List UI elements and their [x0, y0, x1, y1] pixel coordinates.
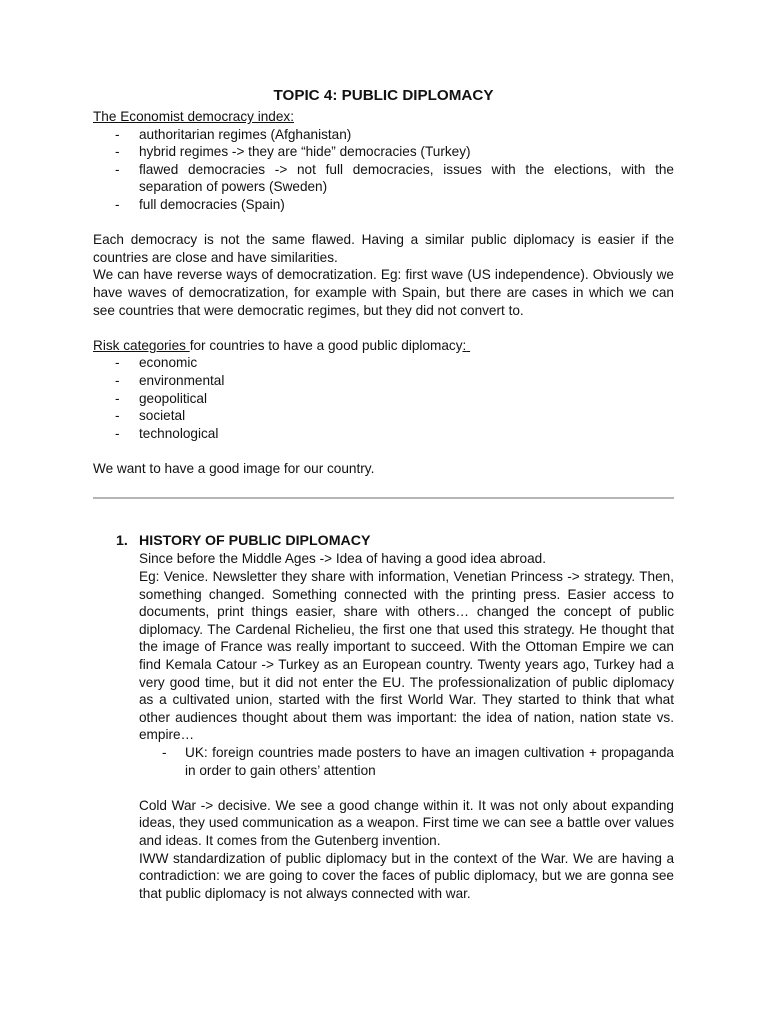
list-item: - societal — [115, 408, 186, 424]
list-item: - geopolitical — [115, 390, 208, 406]
section-number: 1. — [116, 533, 128, 550]
paragraph-cold-war: Cold War -> decisive. We see a good change within it. It was not only about expanding ideas, they used communication as a weapon. First time we can see a battle over values and ideas. It comes from the Gutenberg invention. — [139, 797, 674, 848]
list-item: - hybrid regimes -> they are “hide” democracies (Turkey) — [115, 144, 471, 160]
dash-marker: - — [115, 372, 120, 388]
dash-marker: - — [115, 390, 120, 406]
list-item: - authoritarian regimes (Afghanistan) — [115, 126, 352, 142]
dash-marker: - — [115, 408, 120, 424]
dash-marker: - — [115, 425, 120, 441]
section-history — [93, 532, 674, 902]
paragraph-iww: IWW standardization of public diplomacy but in the context of the War. We are having a contradiction: we are going to cover the faces of public diplomacy, but we are gonna see that public diplomacy is not always connected with war. — [139, 850, 674, 901]
dash-marker: - — [115, 161, 120, 177]
section-heading: 1. HISTORY OF PUBLIC DIPLOMACY — [116, 533, 371, 550]
paragraph-middle-ages: Since before the Middle Ages -> Idea of having a good idea abroad. — [139, 551, 546, 567]
index-list — [93, 126, 674, 214]
dash-marker: - — [162, 745, 167, 760]
risk-heading: Risk categories for countries to have a good public diplomacy: — [93, 337, 467, 353]
dash-marker: - — [115, 196, 120, 212]
paragraph-history-body: Eg: Venice. Newsletter they share with information, Venetian Princess -> strategy. Then, something changed. Something connected with the printing press. Easier access to documents, print things easier, share with others… changed the concept of public diplomacy. The Cardenal Richelieu, the first one that used this strategy. He thought that the image of France was really important to succeed. With the Ottoman Empire we can find Kemala Catour -> Turkey as an European country. Twenty years ago, Turkey had a very good time, but it did not enter the EU. The professionalization of public diplomacy as a cultivated union, started with the first World War. They started to think that what other audiences thought about them was important: the idea of nation, nation state vs. empire… — [139, 569, 674, 743]
list-item: - economic — [115, 355, 198, 371]
list-item: - UK: foreign countries made posters to have an imagen cultivation + propaganda in order to gain others’ attention — [162, 745, 674, 778]
risk-list — [93, 354, 674, 442]
paragraph-flawed: Each democracy is not the same flawed. Having a similar public diplomacy is easier if the countries are close and have similarities. — [93, 232, 674, 265]
dash-marker: - — [115, 144, 120, 160]
list-item: - flawed democracies -> not full democracies, issues with the elections, with the separation of powers (Sweden) — [115, 161, 674, 195]
horizontal-divider — [93, 497, 674, 499]
document-content — [93, 86, 674, 902]
dash-marker: - — [115, 126, 120, 142]
dash-marker: - — [115, 355, 120, 371]
uk-sub-list — [139, 744, 674, 779]
paragraph-democratization: We can have reverse ways of democratization. Eg: first wave (US independence). Obviously we have waves of democratization, for example with Spain, but there are cases in which we can see countries that were democratic regimes, but they did not convert to. — [93, 267, 674, 318]
index-heading: The Economist democracy index: — [93, 109, 294, 124]
list-item: - full democracies (Spain) — [115, 196, 285, 212]
page-title: TOPIC 4: PUBLIC DIPLOMACY — [273, 87, 494, 104]
list-item: - technological — [115, 425, 219, 441]
list-item: - environmental — [115, 372, 225, 388]
paragraph-good-image: We want to have a good image for our country. — [93, 460, 375, 476]
